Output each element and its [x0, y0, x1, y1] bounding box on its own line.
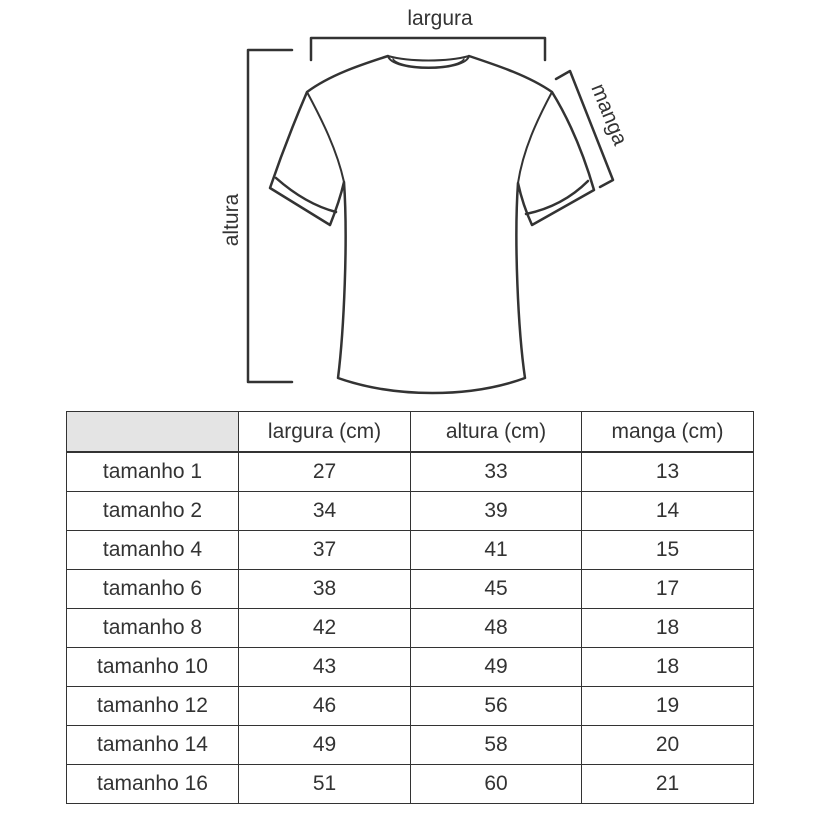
- cell-manga: 13: [582, 452, 754, 492]
- table-row: [67, 452, 754, 492]
- height-bracket: [248, 50, 292, 382]
- table-body: [67, 452, 754, 804]
- cell-largura: 46: [239, 687, 411, 726]
- size-label-cell: tamanho 4: [67, 531, 239, 570]
- size-label-cell: tamanho 14: [67, 726, 239, 765]
- column-header-altura: altura (cm): [411, 412, 582, 453]
- table-row: [67, 765, 754, 804]
- size-table: [66, 411, 754, 804]
- cell-largura: 51: [239, 765, 411, 804]
- cell-altura: 48: [411, 609, 582, 648]
- tshirt-measurement-diagram: [0, 0, 825, 410]
- cell-manga: 15: [582, 531, 754, 570]
- tshirt-icon: [270, 56, 594, 393]
- header-corner-cell: [67, 412, 239, 453]
- cell-manga: 19: [582, 687, 754, 726]
- table-row: [67, 648, 754, 687]
- column-header-manga: manga (cm): [582, 412, 754, 453]
- table-row: [67, 531, 754, 570]
- table-row: [67, 492, 754, 531]
- cell-manga: 18: [582, 648, 754, 687]
- cell-largura: 42: [239, 609, 411, 648]
- cell-manga: 20: [582, 726, 754, 765]
- size-label-cell: tamanho 16: [67, 765, 239, 804]
- table-row: [67, 687, 754, 726]
- size-label-cell: tamanho 2: [67, 492, 239, 531]
- cell-largura: 43: [239, 648, 411, 687]
- size-label-cell: tamanho 1: [67, 452, 239, 492]
- cell-altura: 49: [411, 648, 582, 687]
- cell-altura: 45: [411, 570, 582, 609]
- cell-largura: 34: [239, 492, 411, 531]
- table-row: [67, 570, 754, 609]
- cell-altura: 41: [411, 531, 582, 570]
- table-header-row: [67, 412, 754, 453]
- cell-altura: 33: [411, 452, 582, 492]
- cell-largura: 38: [239, 570, 411, 609]
- cell-largura: 49: [239, 726, 411, 765]
- width-label: largura: [407, 7, 473, 30]
- size-label-cell: tamanho 12: [67, 687, 239, 726]
- cell-largura: 37: [239, 531, 411, 570]
- sleeve-label: manga: [586, 80, 632, 149]
- size-label-cell: tamanho 6: [67, 570, 239, 609]
- size-label-cell: tamanho 8: [67, 609, 239, 648]
- cell-manga: 21: [582, 765, 754, 804]
- cell-altura: 56: [411, 687, 582, 726]
- cell-altura: 58: [411, 726, 582, 765]
- cell-altura: 60: [411, 765, 582, 804]
- table-row: [67, 726, 754, 765]
- size-label-cell: tamanho 10: [67, 648, 239, 687]
- cell-altura: 39: [411, 492, 582, 531]
- cell-manga: 18: [582, 609, 754, 648]
- column-header-largura: largura (cm): [239, 412, 411, 453]
- cell-manga: 17: [582, 570, 754, 609]
- height-label: altura: [220, 193, 243, 247]
- cell-manga: 14: [582, 492, 754, 531]
- table-row: [67, 609, 754, 648]
- cell-largura: 27: [239, 452, 411, 492]
- width-bracket: [311, 38, 545, 60]
